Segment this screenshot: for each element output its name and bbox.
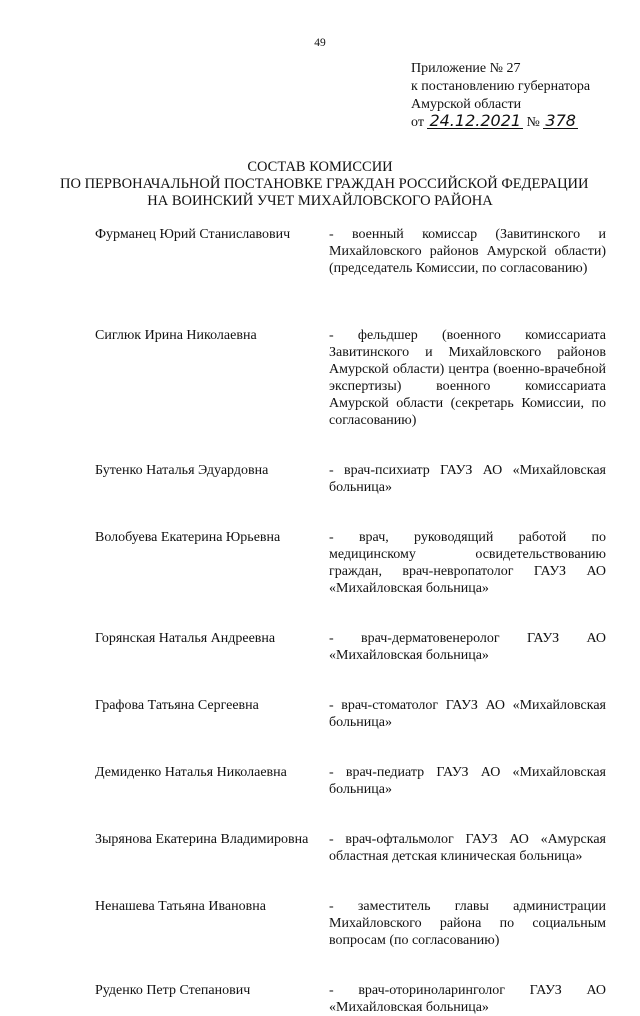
number-prefix: №: [526, 115, 540, 130]
appendix-region: Амурской области: [411, 97, 522, 112]
member-row: [95, 529, 610, 597]
member-name: Руденко Петр Степанович: [95, 983, 251, 998]
member-name: Ненашева Татьяна Ивановна: [95, 899, 266, 914]
member-row: [95, 327, 610, 429]
date-prefix: от: [411, 115, 424, 130]
appendix-header: [411, 60, 590, 132]
member-row: [95, 630, 610, 664]
appendix-title: Приложение № 27: [411, 61, 521, 76]
member-row: [95, 226, 610, 277]
member-row: [95, 697, 610, 731]
member-name: Волобуева Екатерина Юрьевна: [95, 530, 281, 545]
title-line-2: ПО ПЕРВОНАЧАЛЬНОЙ ПОСТАНОВКЕ ГРАЖДАН РОССИЙСКОЙ ФЕДЕРАЦИИ: [60, 176, 589, 192]
member-name: Фурманец Юрий Станиславович: [95, 227, 291, 242]
member-role: - врач-офтальмолог ГАУЗ АО «Амурская областная детская клиническая больница»: [329, 832, 606, 864]
handwritten-date: 24.12.2021: [429, 111, 522, 130]
member-role: - врач-психиатр ГАУЗ АО «Михайловская больница»: [329, 463, 606, 495]
handwritten-number: 378: [545, 111, 576, 130]
member-name: Бутенко Наталья Эдуардовна: [95, 463, 269, 478]
title-line-3: НА ВОИНСКИЙ УЧЕТ МИХАЙЛОВСКОГО РАЙОНА: [147, 193, 493, 209]
member-row: [95, 764, 610, 798]
member-row: [95, 982, 610, 1016]
member-role: - военный комиссар (Завитинского и Михайловского районов Амурской области) (председатель Комиссии, по согласованию): [329, 227, 606, 276]
member-role: - фельдшер (военного комиссариата Завитинского и Михайловского районов Амурской области) центра (военно-врачебной экспертизы) военного комиссариата Амурской области (секретарь Комиссии, по согласованию): [329, 328, 606, 428]
member-name: Зырянова Екатерина Владимировна: [95, 832, 309, 847]
document-title: [60, 159, 589, 210]
member-row: [95, 831, 610, 865]
member-role: - врач-педиатр ГАУЗ АО «Михайловская больница»: [329, 765, 606, 797]
member-role: - врач-стоматолог ГАУЗ АО «Михайловская больница»: [329, 698, 606, 730]
member-role: - врач, руководящий работой по медицинскому освидетельствованию граждан, врач-невропатолог ГАУЗ АО «Михайловская больница»: [329, 530, 606, 596]
member-role: - заместитель главы администрации Михайловского района по социальным вопросам (по согласованию): [329, 899, 606, 948]
member-name: Сиглюк Ирина Николаевна: [95, 328, 257, 343]
member-name: Горянская Наталья Андреевна: [95, 631, 276, 646]
member-name: Демиденко Наталья Николаевна: [95, 765, 287, 780]
title-line-1: СОСТАВ КОМИССИИ: [247, 159, 393, 175]
appendix-date-line: [411, 111, 590, 132]
member-row: [95, 462, 610, 496]
member-role: - врач-дерматовенеролог ГАУЗ АО «Михайловская больница»: [329, 631, 606, 663]
member-row: [95, 898, 610, 949]
member-role: - врач-оториноларинголог ГАУЗ АО «Михайловская больница»: [329, 983, 606, 1015]
member-name: Графова Татьяна Сергеевна: [95, 698, 259, 713]
page-number: 49: [314, 37, 326, 49]
appendix-reference: к постановлению губернатора: [411, 79, 591, 94]
commission-members-list: [95, 226, 610, 1016]
